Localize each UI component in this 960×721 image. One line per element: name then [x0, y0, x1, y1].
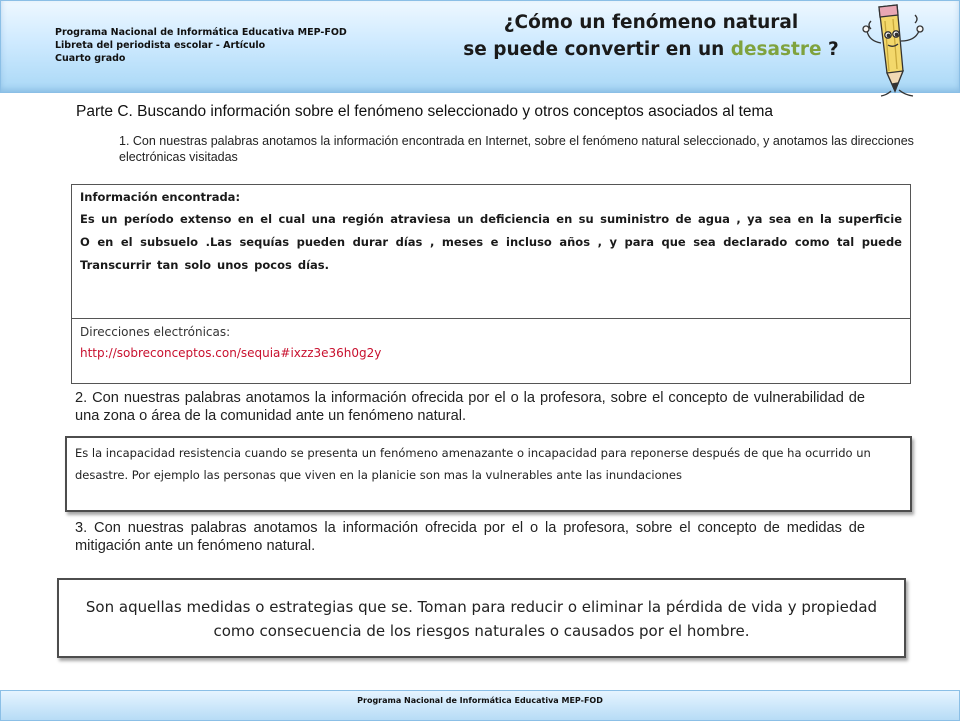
title-line-2-prefix: se puede convertir en un [463, 39, 731, 60]
notebook-name: Libreta del periodista escolar - Artículo [55, 40, 266, 51]
header-band [0, 0, 960, 93]
title-line-2-suffix: ? [821, 39, 839, 60]
page-title [441, 9, 861, 63]
grade-level: Cuarto grado [55, 53, 126, 64]
footer-text: Programa Nacional de Informática Educativa MEP-FOD [357, 696, 603, 705]
title-line-2 [441, 36, 861, 63]
info-found-label: Información encontrada: [80, 190, 241, 204]
addresses-cell [72, 319, 910, 383]
instruction-3: 3. Con nuestras palabras anotamos la información ofrecida por el o la profesora, sobre el concepto de medidas de mitigación ante un fenómeno natural. [75, 520, 865, 554]
pencil-mascot-icon [857, 1, 937, 99]
instruction-2: 2. Con nuestras palabras anotamos la información ofrecida por el o la profesora, sobre el concepto de vulnerabilidad de una zona o área de la comunidad ante un fenómeno natural. [75, 390, 865, 424]
address-link[interactable]: http://sobreconceptos.con/sequia#ixzz3e36h0g2y [80, 346, 382, 360]
info-table [71, 184, 911, 384]
program-info [55, 26, 347, 65]
title-line-1: ¿Cómo un fenómeno natural [503, 12, 799, 33]
addresses-label: Direcciones electrónicas: [80, 325, 231, 339]
vulnerability-answer-box: Es la incapacidad resistencia cuando se presenta un fenómeno amenazante o incapacidad para reponerse después de que ha ocurrido un desastre. Por ejemplo las personas que viven en la planicie son mas la vulnerables ante las inundaciones [65, 436, 912, 512]
info-found-cell [72, 185, 910, 319]
mitigation-answer-box: Son aquellas medidas o estrategias que se. Toman para reducir o eliminar la pérdida de vida y propiedad como consecuencia de los riesgos naturales o causados por el hombre. [57, 578, 906, 658]
footer-band [0, 690, 960, 721]
section-heading: Parte C. Buscando información sobre el fenómeno seleccionado y otros conceptos asociados al tema [76, 103, 774, 120]
program-name: Programa Nacional de Informática Educativa MEP-FOD [55, 27, 347, 38]
instruction-1: 1. Con nuestras palabras anotamos la información encontrada en Internet, sobre el fenómeno natural seleccionado, y anotamos las direcciones electrónicas visitadas [119, 134, 914, 164]
info-found-text: Es un período extenso en el cual una región atraviesa un deficiencia en su suministro de agua , ya sea en la superficie O en el subsuelo .Las sequías pueden durar días , meses e incluso años , y para que sea declarado como tal puede Transcurrir tan solo unos pocos días. [80, 212, 902, 272]
title-highlight-word: desastre [730, 39, 822, 60]
